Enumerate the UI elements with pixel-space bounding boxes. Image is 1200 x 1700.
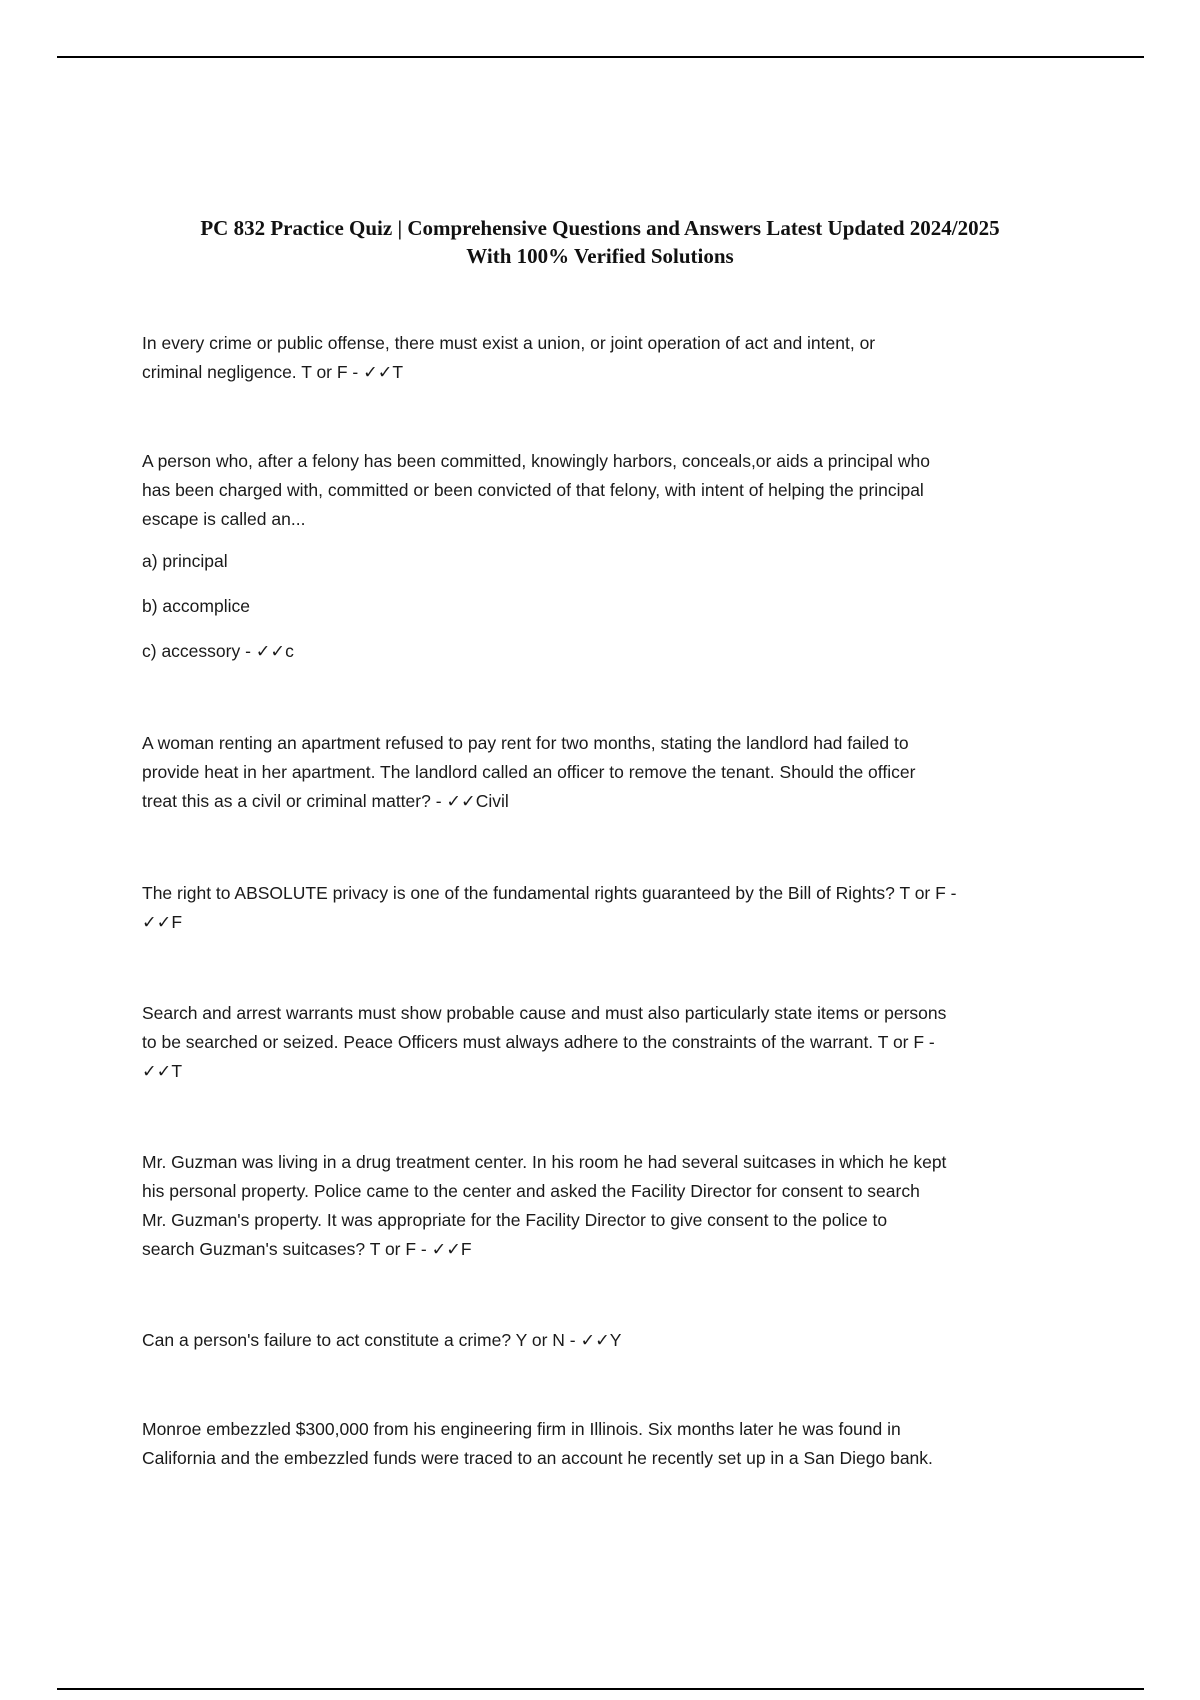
question-text-line: California and the embezzled funds were traced to an account he recently set up in a San Diego bank. [142, 1448, 933, 1468]
question-text-line: criminal negligence. T or F - ✓✓T [142, 362, 404, 382]
question-text-line: ✓✓T [142, 1061, 183, 1081]
question-8 [142, 1415, 1062, 1473]
question-text-line: In every crime or public offense, there must exist a union, or joint operation of act and intent, or [142, 333, 876, 353]
question-text-line: has been charged with, committed or been convicted of that felony, with intent of helping the principal [142, 480, 924, 500]
question-5 [142, 999, 1062, 1086]
answer-option: b) accomplice [142, 596, 250, 616]
bottom-rule [57, 1688, 1144, 1690]
answer-option: a) principal [142, 551, 228, 571]
question-1 [142, 329, 1062, 387]
question-3 [142, 729, 1062, 816]
question-text-line: Monroe embezzled $300,000 from his engineering firm in Illinois. Six months later he was found in [142, 1419, 901, 1439]
question-text-line: A woman renting an apartment refused to pay rent for two months, stating the landlord had failed to [142, 733, 909, 753]
title-line: With 100% Verified Solutions [466, 244, 734, 268]
question-text-line: A person who, after a felony has been committed, knowingly harbors, conceals,or aids a principal who [142, 451, 930, 471]
question-text-line: escape is called an... [142, 509, 306, 529]
question-2 [142, 447, 1062, 682]
title-line: PC 832 Practice Quiz | Comprehensive Questions and Answers Latest Updated 2024/2025 [200, 216, 1000, 240]
question-text-line: ✓✓F [142, 912, 183, 932]
question-text-line: Mr. Guzman was living in a drug treatment center. In his room he had several suitcases in which he kept [142, 1152, 947, 1172]
question-text-line: Mr. Guzman's property. It was appropriate for the Facility Director to give consent to the police to [142, 1210, 888, 1230]
question-text-line: treat this as a civil or criminal matter? - ✓✓Civil [142, 791, 509, 811]
question-text-line: Search and arrest warrants must show probable cause and must also particularly state items or persons [142, 1003, 947, 1023]
answer-option: c) accessory - ✓✓c [142, 641, 294, 661]
document-title [140, 214, 1060, 270]
question-text-line: search Guzman's suitcases? T or F - ✓✓F [142, 1239, 472, 1259]
answer-options [142, 547, 1062, 666]
question-text-line: his personal property. Police came to the center and asked the Facility Director for consent to search [142, 1181, 920, 1201]
question-6 [142, 1148, 1062, 1264]
question-text-line: The right to ABSOLUTE privacy is one of the fundamental rights guaranteed by the Bill of Rights? T or F - [142, 883, 957, 903]
top-rule [57, 56, 1144, 58]
question-4 [142, 879, 1062, 937]
question-7 [142, 1326, 1062, 1355]
question-text-line: to be searched or seized. Peace Officers must always adhere to the constraints of the warrant. T or F - [142, 1032, 935, 1052]
question-text-line: provide heat in her apartment. The landlord called an officer to remove the tenant. Should the officer [142, 762, 916, 782]
question-text-line: Can a person's failure to act constitute a crime? Y or N - ✓✓Y [142, 1330, 622, 1350]
